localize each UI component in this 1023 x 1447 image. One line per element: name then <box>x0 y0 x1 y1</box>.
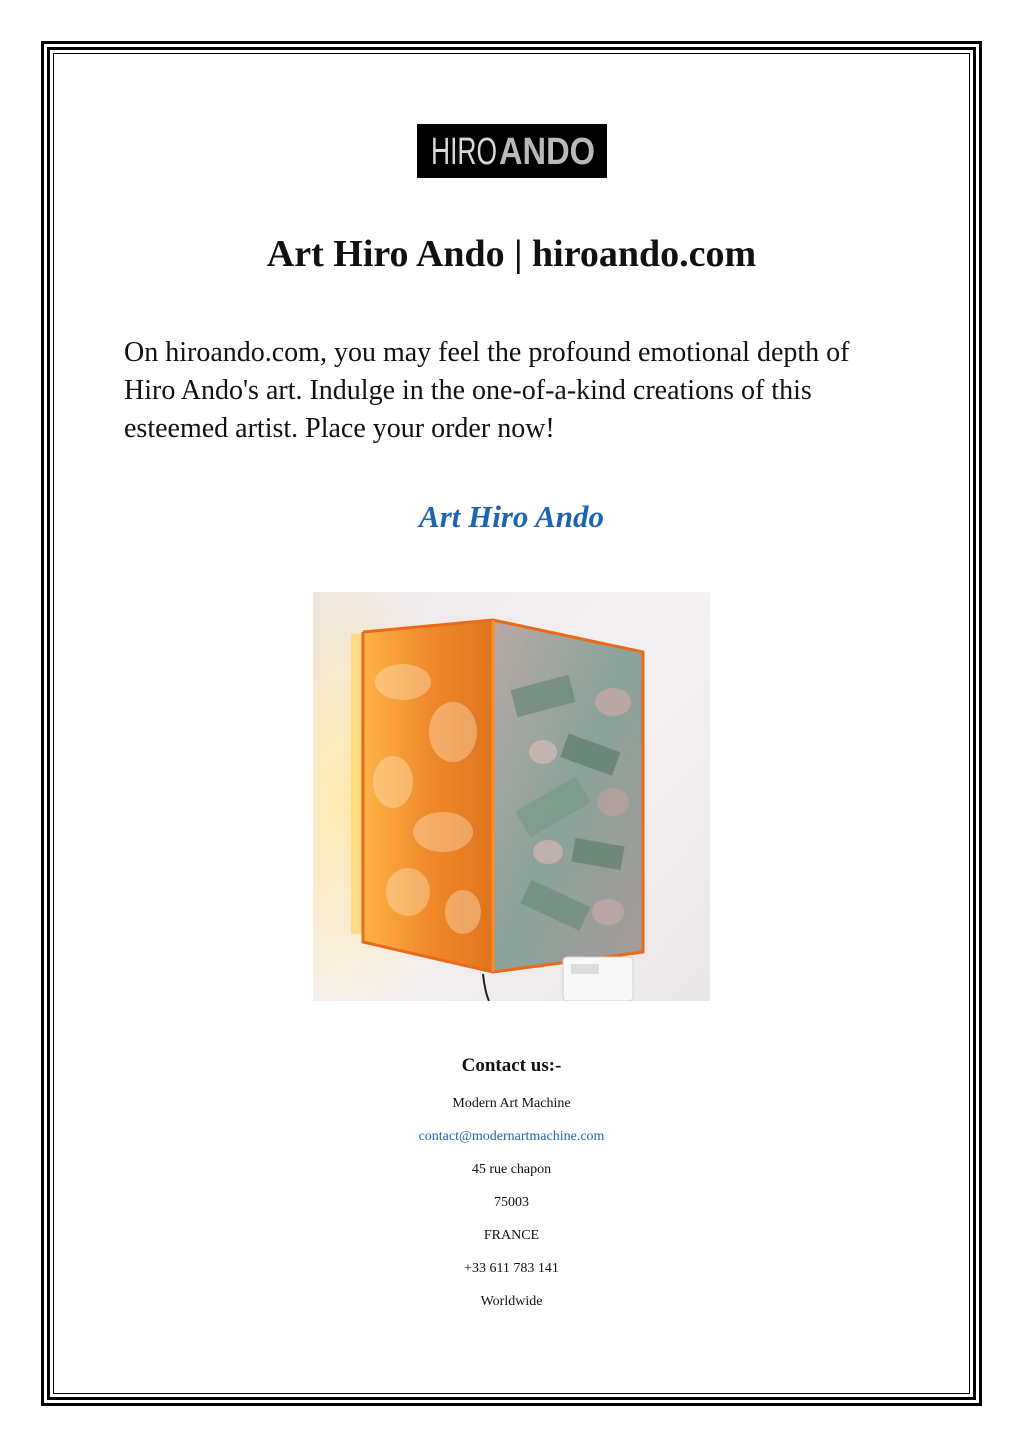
hiroando-logo <box>417 124 607 178</box>
contact-phone: +33 611 783 141 <box>464 1261 559 1276</box>
art-hiro-ando-link[interactable]: Art Hiro Ando <box>419 499 604 534</box>
contact-section <box>0 1053 1023 1318</box>
logo-text-ando: ANDO <box>499 131 595 173</box>
artwork-photo-icon <box>313 592 710 1001</box>
contact-company: Modern Art Machine <box>452 1096 571 1111</box>
contact-street: 45 rue chapon <box>471 1162 552 1177</box>
logo-text-hiro: HIRO <box>431 131 497 173</box>
contact-title: Contact us:- <box>461 1055 562 1076</box>
intro-paragraph: On hiroando.com, you may feel the profound emotional depth of Hiro Ando's art. Indulge in the one-of-a-kind creations of this esteemed artist. Place your order now! <box>124 337 850 444</box>
contact-email-link[interactable]: contact@modernartmachine.com <box>418 1129 605 1144</box>
page-title: Art Hiro Ando | hiroando.com <box>266 233 757 275</box>
contact-country: FRANCE <box>483 1228 540 1243</box>
logo-wordmark <box>417 124 607 178</box>
contact-region: Worldwide <box>480 1294 543 1309</box>
contact-postcode: 75003 <box>494 1195 529 1210</box>
artwork-image <box>313 592 710 1001</box>
